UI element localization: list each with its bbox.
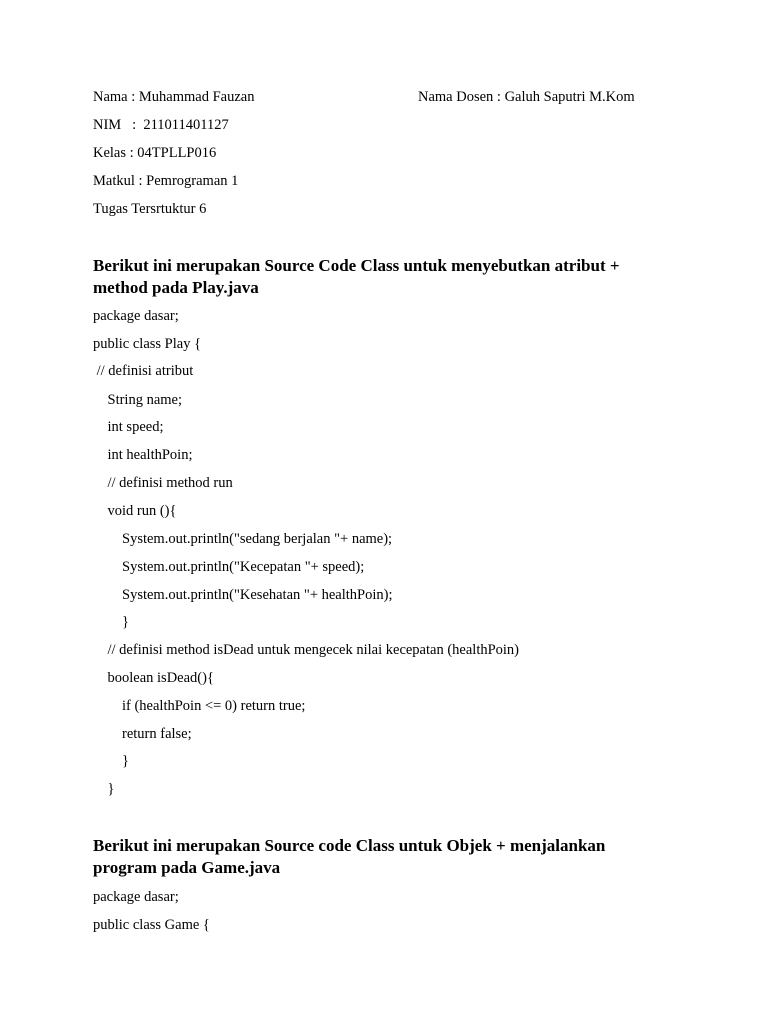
code-line: String name; — [93, 392, 183, 408]
code-line: System.out.println("sedang berjalan "+ name); — [93, 531, 393, 547]
code-line: return false; — [93, 726, 192, 742]
section2-heading-line1: Berikut ini merupakan Source code Class untuk Objek + menjalankan — [93, 836, 606, 855]
section2-heading-line2: program pada Game.java — [93, 858, 281, 877]
code-line: void run (){ — [93, 503, 177, 519]
course-name: Matkul : Pemrograman 1 — [93, 173, 239, 189]
code-line: package dasar; — [93, 889, 179, 905]
student-name: Nama : Muhammad Fauzan — [93, 89, 255, 105]
code-line: } — [93, 614, 129, 630]
code-line: System.out.println("Kesehatan "+ healthPoin); — [93, 587, 393, 603]
section1-heading-line1: Berikut ini merupakan Source Code Class untuk menyebutkan atribut + — [93, 256, 620, 275]
section2-heading — [93, 835, 693, 879]
code-line: int healthPoin; — [93, 447, 193, 463]
code-line: // definisi method run — [93, 475, 233, 491]
student-nim: NIM : 211011401127 — [93, 117, 229, 133]
student-class: Kelas : 04TPLLP016 — [93, 145, 217, 161]
code-line: package dasar; — [93, 308, 179, 324]
code-line: public class Game { — [93, 917, 210, 933]
code-line: boolean isDead(){ — [93, 670, 214, 686]
code-line: // definisi atribut — [93, 363, 194, 379]
code-line: } — [93, 753, 129, 769]
assignment-title: Tugas Tersrtuktur 6 — [93, 201, 207, 217]
section1-heading-line2: method pada Play.java — [93, 278, 259, 297]
code-line: // definisi method isDead untuk mengecek nilai kecepatan (healthPoin) — [93, 642, 520, 658]
code-line: public class Play { — [93, 336, 202, 352]
code-line: } — [93, 781, 115, 797]
section1-heading — [93, 255, 693, 299]
code-line: int speed; — [93, 419, 164, 435]
code-line: System.out.println("Kecepatan "+ speed); — [93, 559, 365, 575]
code-line: if (healthPoin <= 0) return true; — [93, 698, 306, 714]
lecturer-name: Nama Dosen : Galuh Saputri M.Kom — [418, 89, 635, 105]
